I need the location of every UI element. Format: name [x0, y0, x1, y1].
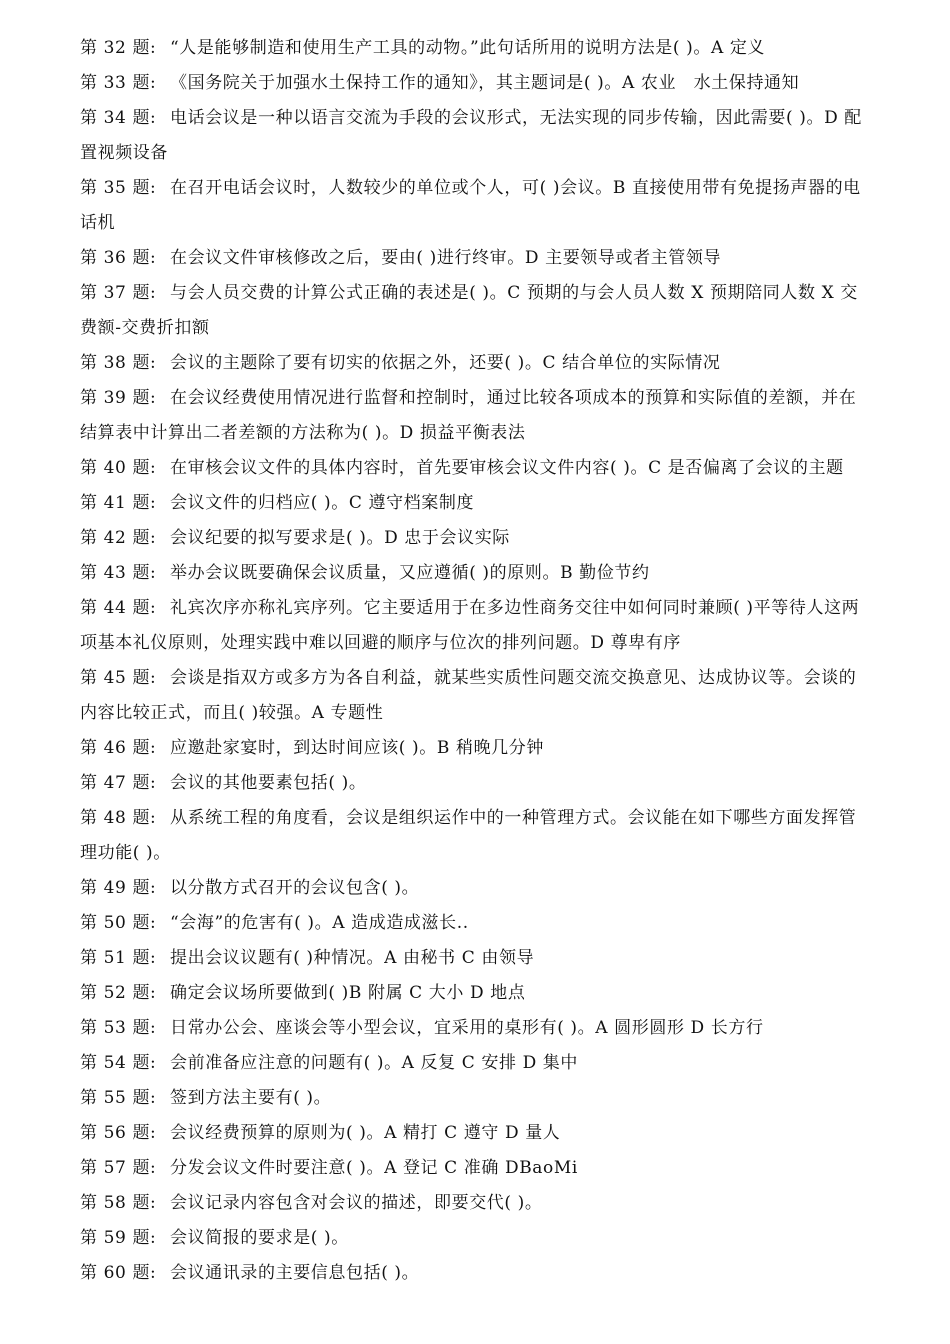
question-number: 第 47 题:	[80, 773, 157, 793]
question-item	[80, 1256, 872, 1291]
question-item	[80, 941, 872, 976]
question-text: 电话会议是一种以语言交流为手段的会议形式，无法实现的同步传输，因此需要( )。D 配置视频设备	[80, 108, 862, 163]
question-text: 会议经费预算的原则为( )。A 精打 C 遵守 D 量人	[170, 1123, 561, 1143]
question-number: 第 36 题:	[80, 248, 157, 268]
question-text: 应邀赴家宴时，到达时间应该( )。B 稍晚几分钟	[170, 738, 544, 758]
question-text: 在召开电话会议时，人数较少的单位或个人，可( )会议。B 直接使用带有免提扬声器的电话机	[80, 178, 861, 233]
question-item	[80, 276, 872, 346]
question-item	[80, 871, 872, 906]
question-item	[80, 1116, 872, 1151]
question-number: 第 41 题:	[80, 493, 157, 513]
question-number: 第 49 题:	[80, 878, 157, 898]
question-number: 第 35 题:	[80, 178, 157, 198]
question-text: 日常办公会、座谈会等小型会议，宜采用的桌形有( )。A 圆形圆形 D 长方行	[170, 1018, 764, 1038]
question-item	[80, 66, 872, 101]
question-number: 第 52 题:	[80, 983, 157, 1003]
question-item	[80, 661, 872, 731]
question-number: 第 33 题:	[80, 73, 157, 93]
question-text: 会谈是指双方或多方为各自利益，就某些实质性问题交流交换意见、达成协议等。会谈的内容比较正式，而且( )较强。A 专题性	[80, 668, 857, 723]
question-item	[80, 556, 872, 591]
question-item	[80, 766, 872, 801]
question-item	[80, 241, 872, 276]
question-text: 在审核会议文件的具体内容时，首先要审核会议文件内容( )。C 是否偏离了会议的主题	[170, 458, 844, 478]
question-number: 第 55 题:	[80, 1088, 157, 1108]
question-number: 第 37 题:	[80, 283, 157, 303]
question-text: 会议文件的归档应( )。C 遵守档案制度	[170, 493, 475, 513]
question-item	[80, 171, 872, 241]
question-text: 签到方法主要有( )。	[170, 1088, 332, 1108]
question-number: 第 48 题:	[80, 808, 157, 828]
question-item	[80, 101, 872, 171]
question-number: 第 39 题:	[80, 388, 157, 408]
question-text: 与会人员交费的计算公式正确的表述是( )。C 预期的与会人员人数 X 预期陪同人数 X 交费额-交费折扣额	[80, 283, 858, 338]
question-number: 第 56 题:	[80, 1123, 157, 1143]
question-text: “人是能够制造和使用生产工具的动物。”此句话所用的说明方法是( )。A 定义	[170, 38, 766, 58]
question-text: 在会议文件审核修改之后，要由( )进行终审。D 主要领导或者主管领导	[170, 248, 722, 268]
question-number: 第 58 题:	[80, 1193, 157, 1213]
question-text: 会议记录内容包含对会议的描述，即要交代( )。	[170, 1193, 543, 1213]
question-number: 第 59 题:	[80, 1228, 157, 1248]
question-text: 会前准备应注意的问题有( )。A 反复 C 安排 D 集中	[170, 1053, 579, 1073]
question-text: “会海”的危害有( )。A 造成造成滋长..	[170, 913, 469, 933]
question-item	[80, 1046, 872, 1081]
question-number: 第 54 题:	[80, 1053, 157, 1073]
question-number: 第 34 题:	[80, 108, 157, 128]
question-number: 第 60 题:	[80, 1263, 157, 1283]
question-text: 从系统工程的角度看，会议是组织运作中的一种管理方式。会议能在如下哪些方面发挥管理功能( )。	[80, 808, 857, 863]
question-number: 第 51 题:	[80, 948, 157, 968]
question-item	[80, 731, 872, 766]
question-item	[80, 346, 872, 381]
question-text: 分发会议文件时要注意( )。A 登记 C 准确 DBaoMi	[170, 1158, 578, 1178]
question-text: 举办会议既要确保会议质量，又应遵循( )的原则。B 勤俭节约	[170, 563, 650, 583]
question-item	[80, 1081, 872, 1116]
question-text: 会议纪要的拟写要求是( )。D 忠于会议实际	[170, 528, 510, 548]
question-number: 第 45 题:	[80, 668, 157, 688]
question-item	[80, 521, 872, 556]
question-number: 第 57 题:	[80, 1158, 157, 1178]
question-number: 第 46 题:	[80, 738, 157, 758]
question-item	[80, 801, 872, 871]
question-text: 会议的其他要素包括( )。	[170, 773, 367, 793]
question-item	[80, 906, 872, 941]
question-item	[80, 486, 872, 521]
question-text: 《国务院关于加强水土保持工作的通知》，其主题词是( )。A 农业 水土保持通知	[170, 73, 800, 93]
question-number: 第 42 题:	[80, 528, 157, 548]
question-item	[80, 1151, 872, 1186]
question-number: 第 40 题:	[80, 458, 157, 478]
question-number: 第 44 题:	[80, 598, 157, 618]
question-text: 礼宾次序亦称礼宾序列。它主要适用于在多边性商务交往中如何同时兼顾( )平等待人这两项基本礼仪原则，处理实践中难以回避的顺序与位次的排列问题。D 尊卑有序	[80, 598, 860, 653]
question-item	[80, 451, 872, 486]
question-text: 以分散方式召开的会议包含( )。	[170, 878, 420, 898]
question-item	[80, 381, 872, 451]
question-text: 会议简报的要求是( )。	[170, 1228, 349, 1248]
question-text: 会议通讯录的主要信息包括( )。	[170, 1263, 420, 1283]
question-text: 提出会议议题有( )种情况。A 由秘书 C 由领导	[170, 948, 535, 968]
question-number: 第 38 题:	[80, 353, 157, 373]
question-item	[80, 976, 872, 1011]
question-number: 第 32 题:	[80, 38, 157, 58]
question-text: 确定会议场所要做到( )B 附属 C 大小 D 地点	[170, 983, 526, 1003]
question-item	[80, 591, 872, 661]
question-number: 第 50 题:	[80, 913, 157, 933]
question-item	[80, 31, 872, 66]
question-item	[80, 1011, 872, 1046]
question-item	[80, 1186, 872, 1221]
question-number: 第 43 题:	[80, 563, 157, 583]
question-item	[80, 1221, 872, 1256]
question-number: 第 53 题:	[80, 1018, 157, 1038]
question-text: 会议的主题除了要有切实的依据之外，还要( )。C 结合单位的实际情况	[170, 353, 721, 373]
question-text: 在会议经费使用情况进行监督和控制时，通过比较各项成本的预算和实际值的差额，并在结算表中计算出二者差额的方法称为( )。D 损益平衡表法	[80, 388, 857, 443]
document-page	[80, 31, 872, 1291]
